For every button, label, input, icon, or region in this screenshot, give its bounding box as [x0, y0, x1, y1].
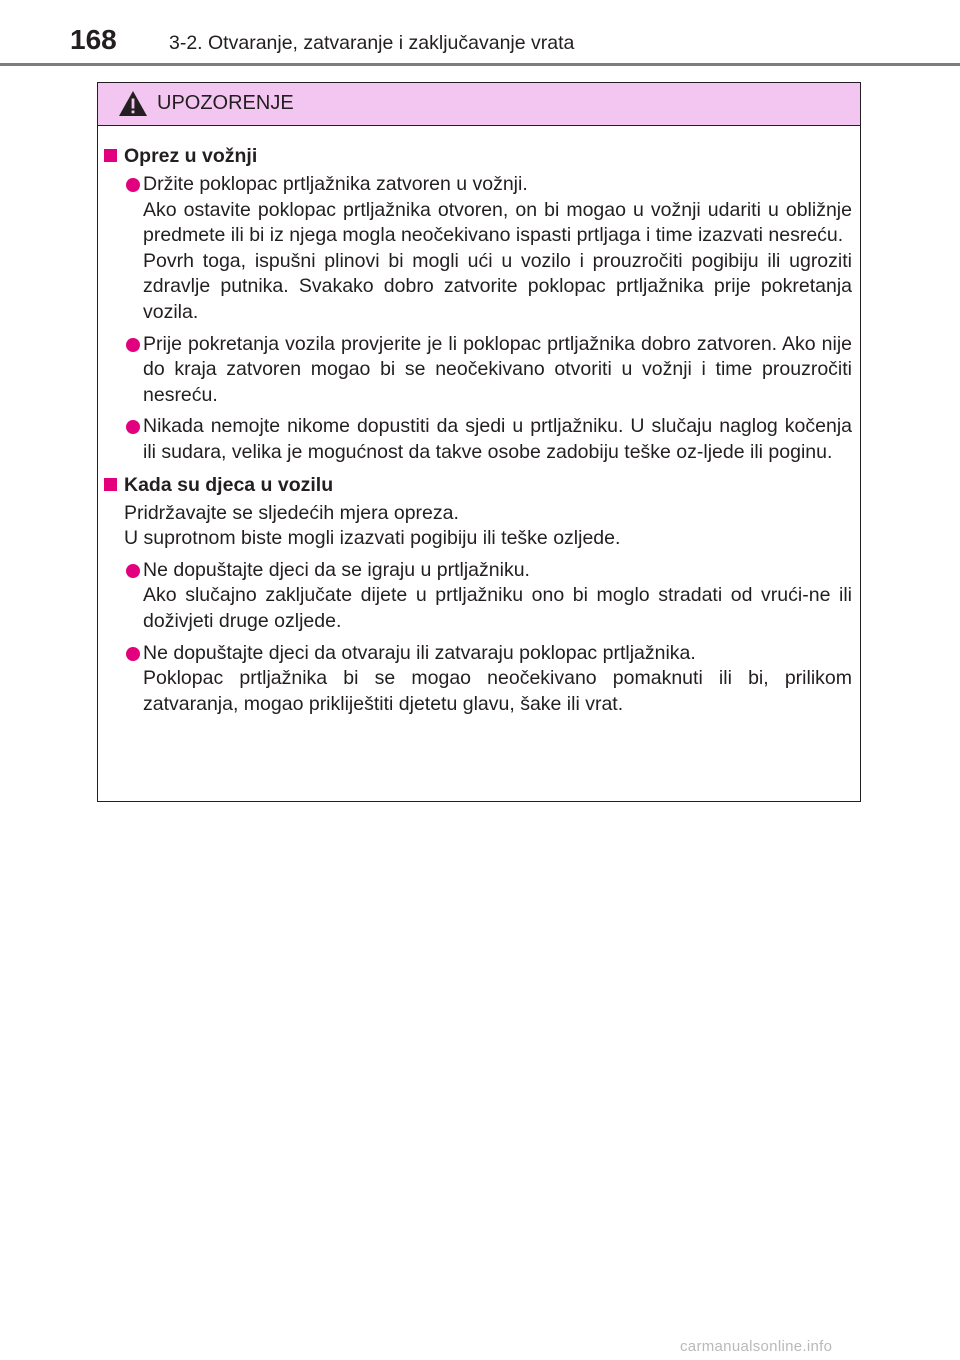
intro-text: Pridržavajte se sljedećih mjera opreza. — [124, 501, 459, 524]
round-bullet-icon — [126, 647, 140, 661]
section-heading — [103, 472, 852, 498]
list-item — [103, 558, 852, 635]
bullet-text: Povrh toga, ispušni plinovi bi mogli ući u vozilo i prouzročiti pogibiju ili ugroziti zdravlje putnika. Svakako dobro zatvorite poklopac prtljažnika prije pokretanja vozila. — [143, 249, 852, 323]
header-rule — [0, 63, 960, 66]
intro-text: U suprotnom biste mogli izazvati pogibiju ili teške ozljede. — [124, 527, 621, 550]
page-header — [0, 0, 960, 70]
section-intro — [103, 501, 852, 552]
warning-box — [97, 82, 861, 802]
section-heading-text: Kada su djeca u vozilu — [124, 473, 334, 496]
warning-title: UPOZORENJE — [157, 92, 294, 114]
round-bullet-icon — [126, 564, 140, 578]
round-bullet-icon — [126, 178, 140, 192]
round-bullet-icon — [126, 420, 140, 434]
watermark: carmanualsonline.info — [680, 1338, 833, 1355]
round-bullet-icon — [126, 338, 140, 352]
section-heading-text: Oprez u vožnji — [124, 145, 258, 167]
warning-header — [98, 83, 860, 126]
square-bullet-icon — [104, 478, 117, 491]
page-number: 168 — [70, 24, 117, 55]
section-title: 3-2. Otvaranje, zatvaranje i zaključavanje vrata — [169, 32, 575, 54]
bullet-text: Prije pokretanja vozila provjerite je li poklopac prtljažnika dobro zatvoren. Ako nije do kraja zatvoren mogao bi se neočekivano otvoriti u vožnji i time prouzročiti nesreću. — [143, 332, 852, 406]
list-item — [103, 414, 852, 465]
list-item — [103, 172, 852, 326]
bullet-text: Ne dopuštajte djeci da se igraju u prtljažniku. — [143, 558, 530, 581]
bullet-text: Držite poklopac prtljažnika zatvoren u vožnji. — [143, 173, 528, 195]
bullet-text: Ne dopuštajte djeci da otvaraju ili zatvaraju poklopac prtljažnika. — [143, 641, 696, 664]
bullet-text: Nikada nemojte nikome dopustiti da sjedi u prtljažniku. U slučaju naglog kočenja ili sudara, velika je mogućnost da takve osobe zadobiju teške oz-ljede ili poginu. — [143, 415, 852, 463]
list-item — [103, 641, 852, 718]
section-heading — [103, 143, 852, 169]
bullet-text: Ako slučajno zaključate dijete u prtljažniku ono bi moglo stradati od vrući-ne ili doživjeti druge ozljede. — [143, 584, 852, 632]
warning-triangle-icon — [118, 90, 148, 117]
square-bullet-icon — [104, 149, 117, 162]
bullet-text: Ako ostavite poklopac prtljažnika otvoren, on bi mogao u vožnji udariti u obližnje predmete ili bi iz njega mogla neočekivano ispasti prtljaga i time izazvati nesreću. — [143, 198, 852, 247]
warning-content — [98, 126, 860, 717]
bullet-text: Poklopac prtljažnika bi se mogao neočekivano pomaknuti ili bi, prilikom zatvaranja, mogao prikliještiti djetetu glavu, šake ili vrat. — [143, 667, 852, 715]
list-item — [103, 332, 852, 409]
